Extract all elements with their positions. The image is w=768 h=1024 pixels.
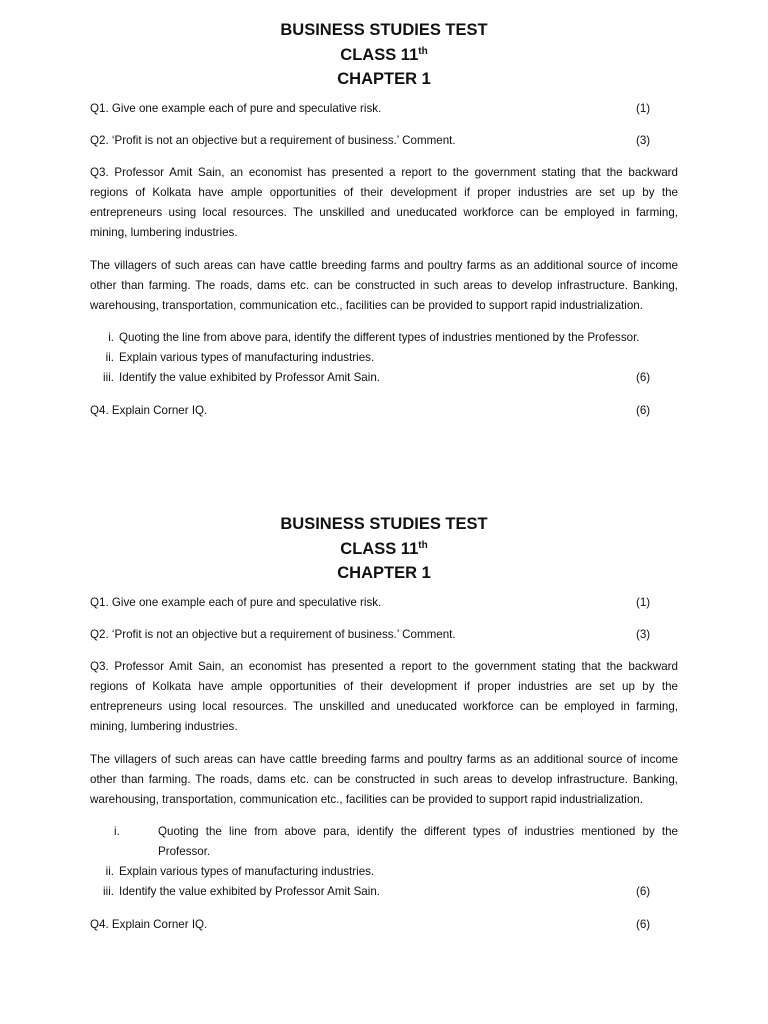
question-1: Q1. Give one example each of pure and speculative risk. (1): [90, 593, 678, 613]
question-3-paragraph-1: Q3. Professor Amit Sain, an economist has presented a report to the government stating that the backward regions of Kolkata have ample opportunities of their development if proper industries are set up by the entrepreneurs using local resources. The unskilled and uneducated workforce can be employed in farming, mining, lumbering industries.: [90, 659, 678, 733]
question-3-paragraph-1: Q3. Professor Amit Sain, an economist has presented a report to the government stating that the backward regions of Kolkata have ample opportunities of their development if proper industries are set up by the entrepreneurs using local resources. The unskilled and uneducated workforce can be employed in farming, mining, lumbering industries.: [90, 165, 678, 239]
list-item: iii. Identify the value exhibited by Professor Amit Sain. (6): [90, 368, 678, 388]
test-header: [90, 512, 678, 586]
class-label: CLASS 11th: [340, 45, 428, 64]
list-item: i. Quoting the line from above para, identify the different types of industries mentioned by the Professor.: [108, 330, 640, 344]
marks: (1): [636, 101, 651, 115]
test-section-1: [90, 18, 678, 421]
test-section-2: [90, 512, 678, 935]
test-title: BUSINESS STUDIES TEST: [280, 21, 488, 39]
question-3-subparts: [90, 328, 678, 388]
question-2: Q2. ‘Profit is not an objective but a requirement of business.’ Comment. (3): [90, 131, 678, 151]
question-2: Q2. ‘Profit is not an objective but a requirement of business.’ Comment. (3): [90, 625, 678, 645]
marks: (6): [636, 370, 651, 384]
list-item: i. Quoting the line from above para, identify the different types of industries mentioned by the Professor.: [114, 824, 678, 858]
question-1: Q1. Give one example each of pure and speculative risk. (1): [90, 99, 678, 119]
question-3-paragraph-2: The villagers of such areas can have cattle breeding farms and poultry farms as an additional source of income other than farming. The roads, dams etc. can be constructed in such areas to develop infrastructure. Banking, warehousing, transportation, communication etc., facilities can be provided to support rapid industrialization.: [90, 258, 678, 312]
question-4: Q4. Explain Corner IQ. (6): [90, 401, 678, 421]
list-item: ii. Explain various types of manufacturing industries.: [105, 864, 375, 878]
list-item: ii. Explain various types of manufacturing industries.: [105, 350, 375, 364]
question-3-subparts: [90, 822, 678, 902]
test-title: BUSINESS STUDIES TEST: [280, 515, 488, 533]
marks: (6): [636, 884, 651, 898]
chapter-label: CHAPTER 1: [337, 564, 431, 582]
marks: (6): [636, 403, 651, 417]
marks: (1): [636, 595, 651, 609]
class-label: CLASS 11th: [340, 539, 428, 558]
marks: (3): [636, 627, 651, 641]
chapter-label: CHAPTER 1: [337, 70, 431, 88]
marks: (6): [636, 917, 651, 931]
question-3-paragraph-2: The villagers of such areas can have cattle breeding farms and poultry farms as an additional source of income other than farming. The roads, dams etc. can be constructed in such areas to develop infrastructure. Banking, warehousing, transportation, communication etc., facilities can be provided to support rapid industrialization.: [90, 752, 678, 806]
question-4: Q4. Explain Corner IQ. (6): [90, 915, 678, 935]
list-item: iii. Identify the value exhibited by Professor Amit Sain. (6): [90, 882, 678, 902]
marks: (3): [636, 133, 651, 147]
test-header: [90, 18, 678, 92]
